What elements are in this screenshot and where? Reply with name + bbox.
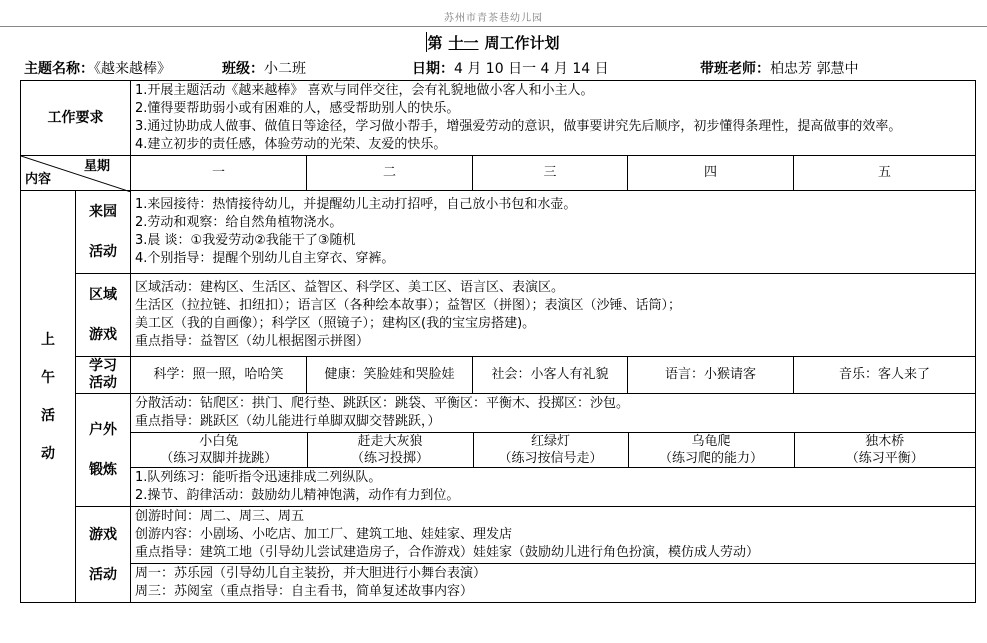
arrival-item: 1.来园接待：热情接待幼儿，并提醒幼儿主动打招呼，自己放小书包和水壶。 bbox=[135, 197, 577, 212]
corner-content-label: 内容 bbox=[25, 172, 52, 187]
date-field bbox=[412, 58, 609, 78]
game-name: 小白兔 bbox=[199, 434, 239, 449]
area-item: 重点指导：益智区（幼儿根据图示拼图） bbox=[135, 334, 370, 349]
plan-meta-row bbox=[0, 58, 987, 78]
work-requirements-content[interactable] bbox=[131, 81, 976, 156]
play-label-line: 活动 bbox=[89, 566, 117, 583]
study-cell-tue[interactable]: 健康：笑脸娃和哭脸娃 bbox=[307, 357, 473, 394]
play-content[interactable] bbox=[131, 507, 976, 603]
outdoor-top-block bbox=[131, 394, 975, 433]
morning-label-char: 午 bbox=[41, 369, 55, 386]
outdoor-game-fri[interactable] bbox=[794, 433, 975, 467]
play-label bbox=[76, 507, 131, 603]
game-note: （练习按信号走） bbox=[498, 451, 603, 466]
morning-activities-label bbox=[21, 191, 76, 603]
outdoor-games-table bbox=[131, 433, 975, 467]
day-header-2: 二 bbox=[307, 156, 473, 191]
outdoor-line: 2.操节、韵律活动：鼓励幼儿精神饱满，动作有力到位。 bbox=[135, 488, 460, 503]
outdoor-game-thu[interactable] bbox=[628, 433, 794, 467]
corner-weekday-label: 星期 bbox=[83, 159, 110, 174]
outdoor-content[interactable] bbox=[131, 394, 976, 507]
area-games-content[interactable] bbox=[131, 274, 976, 357]
day-header-4: 四 bbox=[628, 156, 794, 191]
game-name: 赶走大灰狼 bbox=[357, 434, 423, 449]
outdoor-line: 重点指导：跳跃区（幼儿能进行单脚双脚交替跳跃，） bbox=[135, 414, 441, 429]
play-row bbox=[21, 507, 976, 603]
area-label-line: 游戏 bbox=[89, 327, 117, 343]
arrival-row bbox=[21, 191, 976, 274]
work-requirements-row bbox=[21, 81, 976, 156]
game-name: 独木桥 bbox=[865, 434, 905, 449]
play-top-block bbox=[131, 507, 975, 564]
arrival-label-line: 活动 bbox=[89, 244, 117, 260]
document-header bbox=[0, 0, 987, 27]
play-bottom-block bbox=[131, 564, 975, 602]
study-row bbox=[21, 357, 976, 394]
title-week-number[interactable]: 十一 bbox=[448, 34, 479, 52]
area-item: 美工区（我的自画像）；科学区（照镜子）；建构区(我的宝宝房搭建)。 bbox=[135, 316, 536, 331]
arrival-item: 3.晨 谈：①我爱劳动②我能干了③随机 bbox=[135, 233, 356, 248]
game-name: 红绿灯 bbox=[530, 434, 570, 449]
play-label-line: 游戏 bbox=[89, 526, 117, 543]
theme-field bbox=[24, 58, 171, 78]
teacher-field bbox=[700, 58, 858, 78]
requirement-item: 4.建立初步的责任感，体验劳动的光荣、友爱的快乐。 bbox=[135, 137, 447, 152]
class-field bbox=[222, 58, 306, 78]
arrival-item: 4.个别指导：提醒个别幼儿自主穿衣、穿裤。 bbox=[135, 251, 395, 266]
arrival-content[interactable] bbox=[131, 191, 976, 274]
title-prefix: 第 bbox=[427, 34, 443, 52]
outdoor-label-line: 户外 bbox=[89, 422, 117, 438]
requirement-item: 3.通过协助成人做事、做值日等途径，学习做小帮手，增强爱劳动的意识，做事要讲究先后顺序，初步懂得条理性，提高做事的效率。 bbox=[135, 119, 902, 134]
corner-header-cell bbox=[21, 156, 131, 191]
study-label bbox=[76, 357, 131, 394]
outdoor-game-tue[interactable] bbox=[307, 433, 473, 467]
teacher-value[interactable]: 柏忠芳 郭慧中 bbox=[770, 61, 859, 77]
requirement-item: 1.开展主题活动《越来越棒》 喜欢与同伴交往，会有礼貌地做小客人和小主人。 bbox=[135, 83, 594, 98]
class-label: 班级： bbox=[222, 61, 264, 77]
area-item: 生活区（拉拉链、扣纽扣）；语言区（各种绘本故事）；益智区（拼图）；表演区（沙锤、话筒）； bbox=[135, 298, 682, 313]
area-label-line: 区域 bbox=[89, 287, 117, 303]
date-label: 日期： bbox=[412, 61, 454, 77]
title-suffix: 周工作计划 bbox=[484, 34, 560, 52]
weekly-plan-table bbox=[20, 80, 976, 603]
study-label-line: 学习 bbox=[89, 358, 117, 374]
morning-label-char: 活 bbox=[41, 407, 55, 424]
game-note: （练习投掷） bbox=[350, 451, 429, 466]
play-line: 周一：苏乐园（引导幼儿自主装扮，并大胆进行小舞台表演） bbox=[135, 566, 487, 581]
outdoor-bottom-block bbox=[131, 467, 975, 506]
requirement-item: 2.懂得要帮助弱小或有困难的人，感受帮助别人的快乐。 bbox=[135, 101, 460, 116]
arrival-label-line: 来园 bbox=[89, 204, 117, 220]
weekday-header-row bbox=[21, 156, 976, 191]
theme-value[interactable]: 《越来越棒》 bbox=[94, 61, 171, 77]
game-note: （练习爬的能力） bbox=[658, 451, 763, 466]
game-note: （练习双脚并拢跳） bbox=[160, 451, 278, 466]
arrival-label bbox=[76, 191, 131, 274]
morning-label-char: 动 bbox=[41, 445, 55, 462]
play-line: 重点指导：建筑工地（引导幼儿尝试建造房子，合作游戏）娃娃家（鼓励幼儿进行角色扮演，模仿成人劳动） bbox=[135, 545, 760, 560]
game-name: 乌龟爬 bbox=[691, 434, 731, 449]
outdoor-line: 分散活动：钻爬区：拱门、爬行垫、跳跃区：跳袋、平衡区：平衡木、投掷区：沙包。 bbox=[135, 396, 630, 411]
outdoor-row bbox=[21, 394, 976, 507]
play-line: 创游内容：小剧场、小吃店、加工厂、建筑工地、娃娃家、理发店 bbox=[135, 527, 513, 542]
game-note: （练习平衡） bbox=[845, 451, 924, 466]
morning-label-char: 上 bbox=[41, 331, 55, 348]
school-name: 苏州市青茶巷幼儿园 bbox=[444, 13, 543, 24]
area-games-row bbox=[21, 274, 976, 357]
day-header-1: 一 bbox=[131, 156, 307, 191]
arrival-item: 2.劳动和观察：给自然角植物浇水。 bbox=[135, 215, 343, 230]
theme-label: 主题名称： bbox=[24, 61, 94, 77]
outdoor-label-line: 锻炼 bbox=[89, 462, 117, 478]
study-label-line: 活动 bbox=[89, 375, 117, 391]
date-value[interactable]: 4 月 10 日一 4 月 14 日 bbox=[454, 61, 609, 77]
play-line: 创游时间：周二、周三、周五 bbox=[135, 509, 305, 524]
outdoor-line: 1.队列练习：能听指令迅速排成二列纵队。 bbox=[135, 470, 382, 485]
teacher-label: 带班老师： bbox=[700, 61, 770, 77]
study-cell-mon[interactable]: 科学：照一照，哈哈笑 bbox=[131, 357, 307, 394]
study-cell-thu[interactable]: 语言：小猴请客 bbox=[628, 357, 794, 394]
outdoor-label bbox=[76, 394, 131, 507]
area-games-label bbox=[76, 274, 131, 357]
page-title bbox=[0, 32, 987, 53]
play-line: 周三：苏阅室（重点指导：自主看书，简单复述故事内容） bbox=[135, 584, 474, 599]
outdoor-game-wed[interactable] bbox=[473, 433, 628, 467]
outdoor-game-mon[interactable] bbox=[131, 433, 307, 467]
study-cell-wed[interactable]: 社会：小客人有礼貌 bbox=[473, 357, 628, 394]
work-requirements-label: 工作要求 bbox=[21, 81, 131, 156]
day-header-3: 三 bbox=[473, 156, 628, 191]
day-header-5: 五 bbox=[794, 156, 976, 191]
study-cell-fri[interactable]: 音乐：客人来了 bbox=[794, 357, 976, 394]
class-value[interactable]: 小二班 bbox=[264, 61, 306, 77]
area-item: 区域活动：建构区、生活区、益智区、科学区、美工区、语言区、表演区。 bbox=[135, 280, 565, 295]
